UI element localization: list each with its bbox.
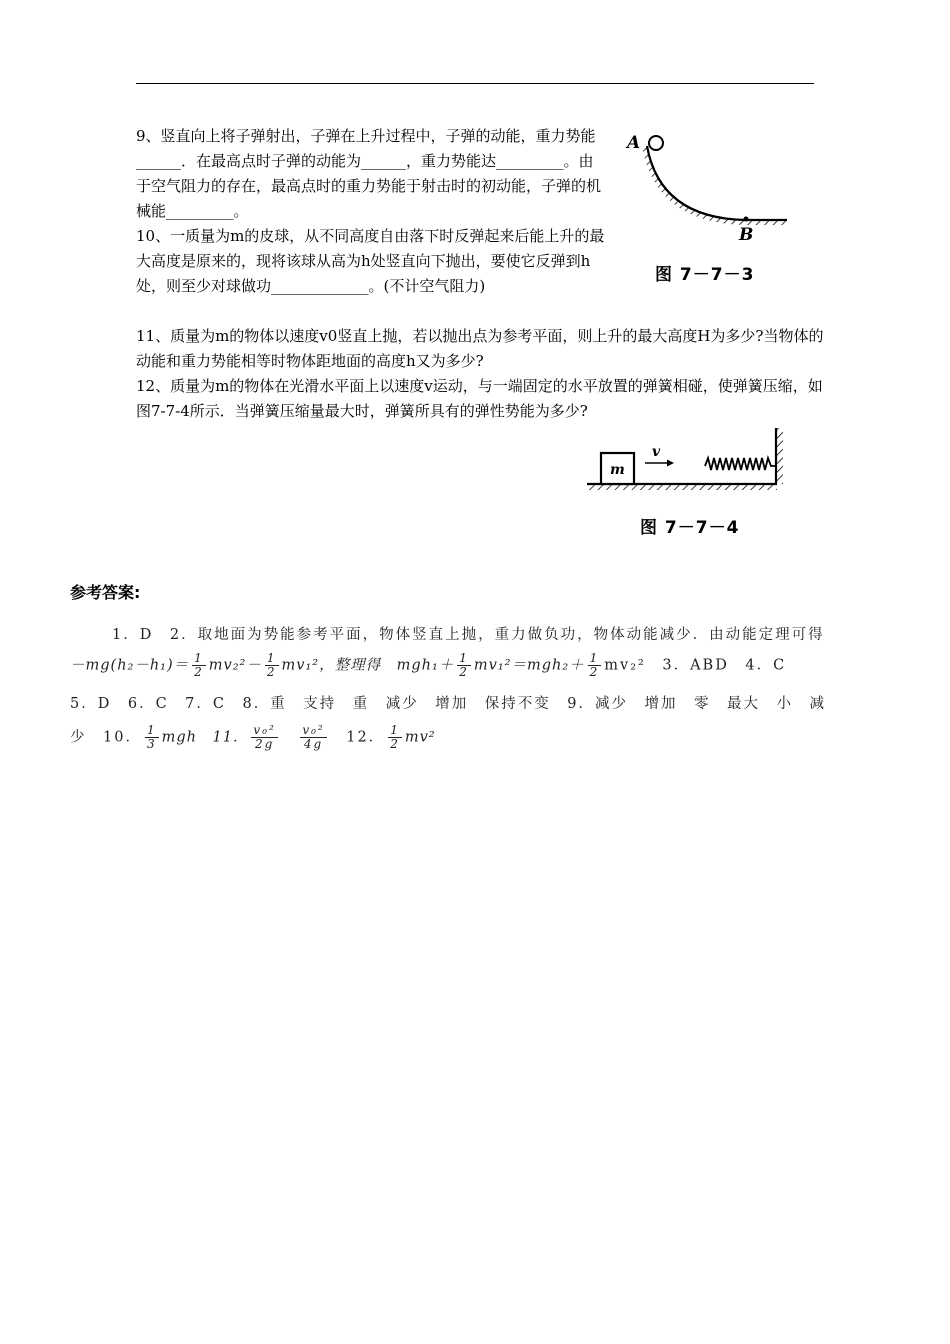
label-v: v (652, 444, 661, 460)
fraction: $\frac{1}{2}$ (589, 651, 600, 679)
figure-7-7-3-caption: 图 7－7－3 (655, 265, 755, 285)
point-b (744, 217, 749, 222)
fraction: $\frac{\text{v₀²}}{4g}$ (302, 723, 325, 751)
question-10: 10、一质量为m的皮球，从不同高度自由落下时反弹起来后能上升的最大高度是原来的，现将该球从高为h处竖直向下抛出，要使它反弹到h处，则至少对球做功_____________。(不计空气阻力) (136, 227, 605, 295)
label-m: m (610, 462, 625, 478)
fraction: $\frac{1}{2}$ (390, 723, 400, 751)
label-a: A (627, 133, 641, 153)
answer-line-1: 1．D 2．取地面为势能参考平面，物体竖直上抛，重力做负功，物体动能减少．由动能定理可得 (112, 627, 825, 643)
question-11: 11、质量为m的物体以速度v0竖直上抛，若以抛出点为参考平面，则上升的最大高度H为多少?当物体的动能和重力势能相等时物体距地面的高度h又为多少? (136, 327, 824, 370)
fraction: $\frac{\text{v₀²}}{2g}$ (253, 723, 276, 751)
header-rule (136, 83, 814, 84)
ball-a (649, 136, 663, 150)
figure-7-7-3 (615, 128, 795, 253)
answer-line-4: 少 10． $\frac{1}{3}$ mgh 11． $\frac{\text{v₀²}}{2g}$ $\frac{\text{v₀²}}{4g}$ 12． $\frac{1}{2}$ mv² (70, 723, 436, 751)
label-b: B (739, 225, 754, 245)
fraction: $\frac{1}{2}$ (266, 651, 277, 679)
figure-7-7-4 (585, 426, 790, 496)
answer-line-3: 5．D 6．C 7．C 8．重 支持 重 减少 增加 保持不变 9．减少 增加 零 最大 小 减 (70, 696, 826, 712)
figure-7-7-4-caption: 图 7－7－4 (640, 518, 740, 538)
spring (705, 458, 775, 470)
question-9: 9、竖直向上将子弹射出，子弹在上升过程中，子弹的动能，重力势能______．在最高点时子弹的动能为______，重力势能达_________。由于空气阻力的存在，最高点时的重力势能于射击时的初动能，子弹的机械能_________。 (136, 127, 602, 220)
fraction: $\frac{1}{2}$ (194, 651, 204, 679)
fraction: $\frac{1}{2}$ (459, 651, 469, 679)
track-curve (647, 146, 787, 220)
question-12: 12、质量为m的物体在光滑水平面上以速度v运动，与一端固定的水平放置的弹簧相碰，使弹簧压缩，如图7-7-4所示．当弹簧压缩量最大时，弹簧所具有的弹性势能为多少? (136, 377, 823, 420)
answer-line-2: －mg(h₂－h₁)＝ $\frac{1}{2}$ mv₂²－ $\frac{1}{2}$ mv₁²，整理得 mgh₁＋ $\frac{1}{2}$ mv₁²＝mgh₂＋ $\frac{1}{2}$ mv₂² 3．ABD 4．C (70, 651, 787, 679)
fraction: $\frac{1}{3}$ (146, 723, 157, 751)
answers-title: 参考答案: (70, 583, 141, 602)
